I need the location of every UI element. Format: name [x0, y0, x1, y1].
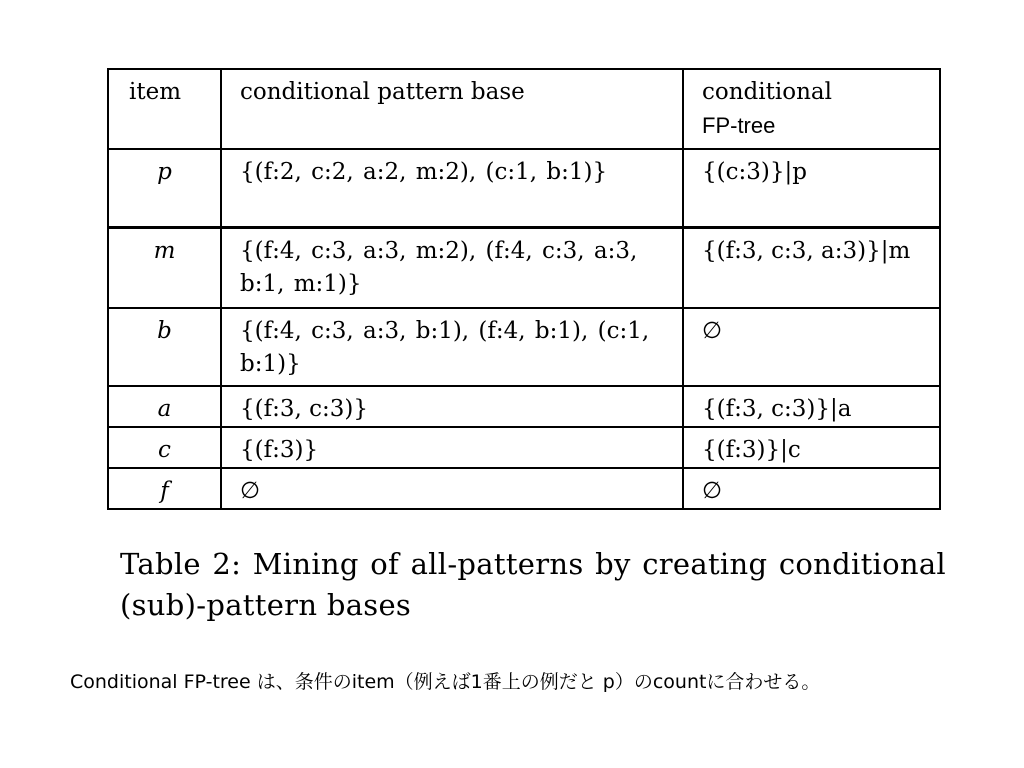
row-pattern-base: {(f:3, c:3)}	[221, 386, 683, 427]
conditional-pattern-table	[107, 68, 941, 510]
row-item: b	[108, 308, 221, 386]
table-row	[108, 427, 940, 468]
header-tree-line2: FP-tree	[702, 113, 776, 138]
row-fp-tree: {(c:3)}|p	[683, 149, 940, 227]
row-pattern-base: {(f:4, c:3, a:3, m:2), (f:4, c:3, a:3, b:1, m:1)}	[221, 227, 683, 307]
table-header-row	[108, 69, 940, 149]
table-row	[108, 468, 940, 509]
header-item: item	[108, 69, 221, 149]
japanese-note: Conditional FP-tree は、条件のitem（例えば1番上の例だと p）のcountに合わせる。	[70, 671, 821, 693]
row-item: f	[108, 468, 221, 509]
row-fp-tree: {(f:3, c:3, a:3)}|m	[683, 227, 940, 307]
table-row	[108, 149, 940, 227]
header-conditional-fp-tree	[683, 69, 940, 149]
row-pattern-base: {(f:2, c:2, a:2, m:2), (c:1, b:1)}	[221, 149, 683, 227]
row-item: a	[108, 386, 221, 427]
header-conditional-pattern-base: conditional pattern base	[221, 69, 683, 149]
row-fp-tree: {(f:3)}|c	[683, 427, 940, 468]
row-item: p	[108, 149, 221, 227]
table-row	[108, 227, 940, 307]
row-fp-tree: ∅	[683, 468, 940, 509]
row-item: m	[108, 227, 221, 307]
table-caption: Table 2: Mining of all-patterns by creating conditional (sub)-pattern bases	[120, 547, 946, 622]
table-row	[108, 308, 940, 386]
row-fp-tree: {(f:3, c:3)}|a	[683, 386, 940, 427]
row-pattern-base: {(f:3)}	[221, 427, 683, 468]
row-item: c	[108, 427, 221, 468]
header-tree-line1: conditional	[702, 79, 832, 105]
table-row	[108, 386, 940, 427]
row-pattern-base: ∅	[221, 468, 683, 509]
row-fp-tree: ∅	[683, 308, 940, 386]
row-pattern-base: {(f:4, c:3, a:3, b:1), (f:4, b:1), (c:1, b:1)}	[221, 308, 683, 386]
